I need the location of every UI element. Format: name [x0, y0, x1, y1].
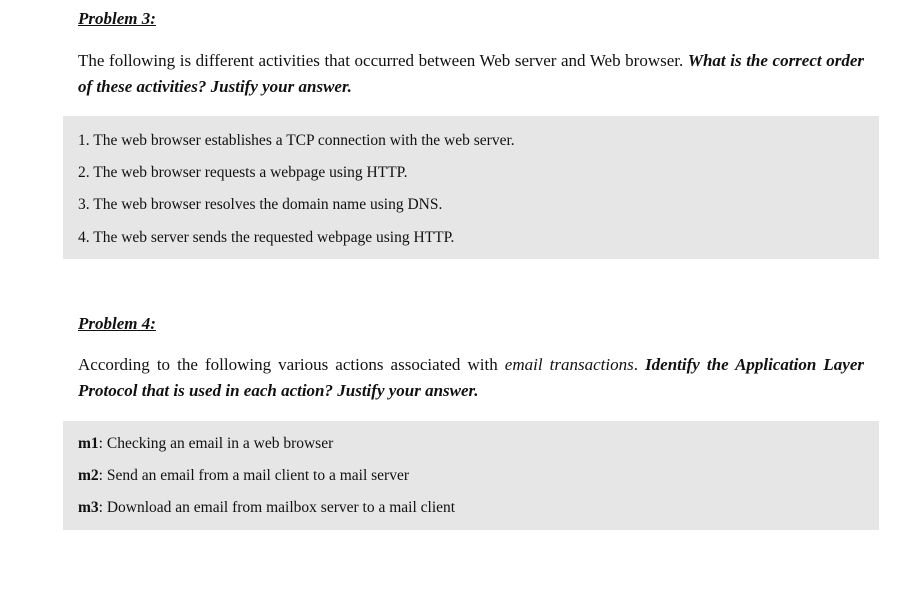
- activity-item: 4. The web server sends the requested webpage using HTTP.: [78, 229, 455, 246]
- problem-4-intro-period: .: [633, 355, 646, 374]
- action-item: [78, 467, 409, 485]
- problem-4-intro-text: According to the following various actions associated with: [78, 355, 505, 374]
- problem-3-intro-text: The following is different activities that occurred between Web server and Web browser.: [78, 51, 688, 70]
- problem-3-activities-box: [63, 116, 879, 259]
- action-label: m2: [78, 467, 99, 484]
- activity-item: 2. The web browser requests a webpage using HTTP.: [78, 164, 408, 181]
- action-text: : Send an email from a mail client to a mail server: [98, 467, 409, 484]
- action-label: m1: [78, 435, 99, 452]
- action-text: : Checking an email in a web browser: [98, 435, 334, 452]
- action-item: [78, 435, 333, 453]
- problem-4-heading: Problem 4:: [78, 314, 156, 333]
- action-item: [78, 499, 455, 517]
- action-text: : Download an email from mailbox server to a mail client: [98, 499, 456, 516]
- problem-3-heading: Problem 3:: [78, 9, 156, 28]
- problem-4-actions-box: [63, 421, 879, 530]
- activity-item: 1. The web browser establishes a TCP connection with the web server.: [78, 132, 515, 149]
- activity-item: 3. The web browser resolves the domain name using DNS.: [78, 196, 443, 213]
- problem-3-intro-question: What is the correct order of these activities? Justify your answer.: [78, 51, 864, 96]
- problem-4-intro-question: Identify the Application Layer Protocol that is used in each action? Justify your answer.: [78, 355, 864, 400]
- problem-4-intro: [78, 352, 864, 404]
- problem-3-intro: [78, 48, 864, 100]
- action-label: m3: [78, 499, 99, 516]
- problem-4-intro-italic: email transactions: [504, 355, 634, 374]
